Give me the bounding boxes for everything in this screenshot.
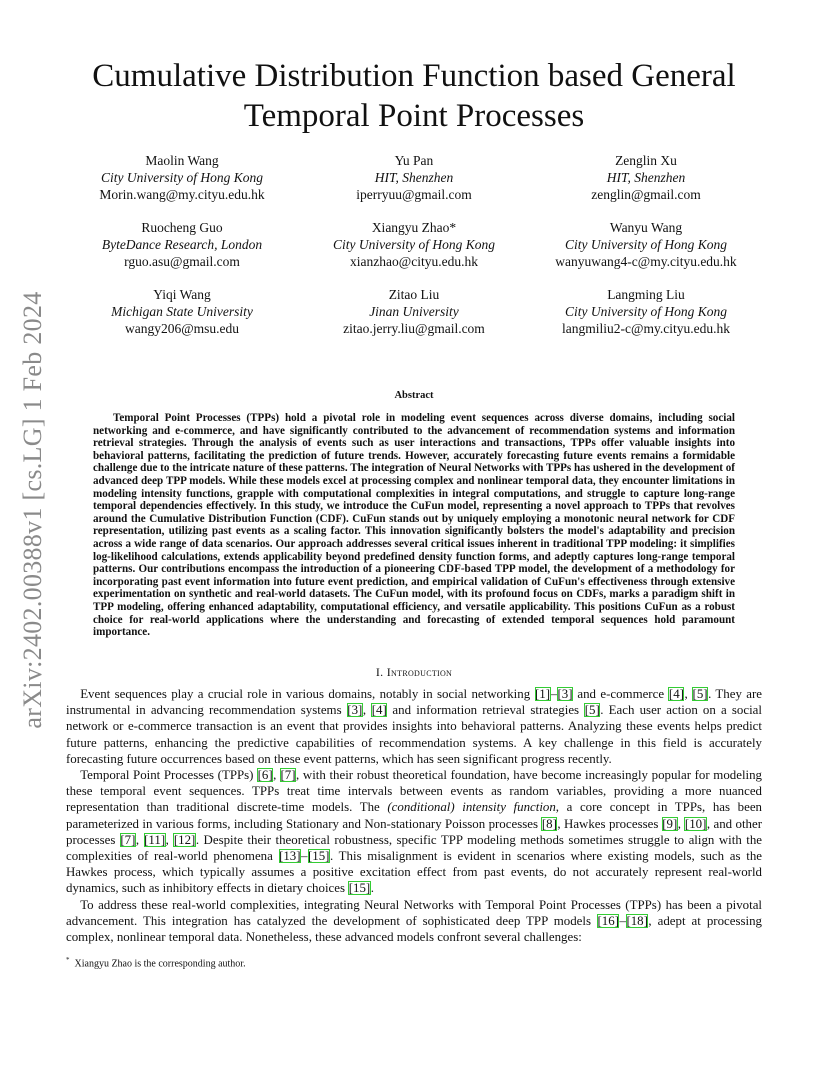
author-email: Morin.wang@my.cityu.edu.hk: [99, 187, 265, 202]
citation-link[interactable]: [13]: [279, 849, 301, 864]
citation-link[interactable]: [7]: [280, 768, 296, 783]
author-email: xianzhao@cityu.edu.hk: [350, 254, 478, 269]
author-entry: [66, 152, 298, 203]
author-row: [66, 286, 762, 337]
section-heading: [66, 665, 762, 680]
author-entry: [530, 219, 762, 270]
author-email: wanyuwang4-c@my.cityu.edu.hk: [555, 254, 737, 269]
author-name: Langming Liu: [607, 287, 685, 302]
author-entry: [298, 219, 530, 270]
author-row: [66, 219, 762, 270]
author-email: langmiliu2-c@my.cityu.edu.hk: [562, 321, 730, 336]
author-entry: [298, 286, 530, 337]
author-name: Ruocheng Guo: [141, 220, 223, 235]
footnote: [66, 956, 762, 969]
citation-link[interactable]: [18]: [626, 913, 648, 928]
author-affiliation: ByteDance Research, London: [101, 237, 263, 252]
author-affiliation: City University of Hong Kong: [565, 237, 727, 252]
author-affiliation: City University of Hong Kong: [101, 170, 263, 185]
citation-link[interactable]: [15]: [348, 881, 371, 896]
citation-link[interactable]: [9]: [662, 816, 678, 831]
citation-link[interactable]: [6]: [257, 768, 273, 783]
emphasized-term: (conditional) intensity function: [387, 800, 556, 815]
citation-link[interactable]: [11]: [144, 832, 166, 847]
citation-link[interactable]: [1]: [535, 687, 551, 701]
author-email: rguo.asu@gmail.com: [124, 254, 240, 269]
author-name: Yu Pan: [394, 153, 434, 168]
author-affiliation: HIT, Shenzhen: [374, 170, 454, 185]
citation-link[interactable]: [16]: [597, 913, 619, 928]
author-entry: [66, 286, 298, 337]
author-name: Zitao Liu: [388, 287, 440, 302]
citation-link[interactable]: [4]: [371, 703, 387, 718]
author-affiliation: HIT, Shenzhen: [606, 170, 686, 185]
author-block: [66, 152, 762, 353]
introduction-body: [66, 686, 762, 945]
paragraph: Event sequences play a crucial role in various domains, notably in social networking [1]–[3] and e-commerce [4], [5]. They are instrumental in advancing recommendation systems [3], [4] and information retrieval strategies [5]. Each user action on a social network or e-commerce transaction is an event that provides insights into behavioral patterns. Analyzing these events helps predict future patterns, enhancing the predictive capabilities of recommendation systems. A key challenge in this field is accurately forecasting future occurrences based on these event patterns, which has seen significant progress recently.: [66, 687, 762, 766]
arxiv-identifier-text: arXiv:2402.00388v1 [cs.LG] 1 Feb 2024: [18, 291, 47, 729]
author-name: Wanyu Wang: [609, 220, 683, 235]
citation-link[interactable]: [5]: [692, 687, 708, 701]
citation-link[interactable]: [10]: [684, 816, 707, 831]
abstract-text: Temporal Point Processes (TPPs) hold a pivotal role in modeling event sequences across diverse domains, including social networking and e-commerce, and have significantly contributed to the advancement of recommendation systems and information retrieval strategies. Through the analysis of events such as user interactions and transactions, TPPs offer valuable insights into behavioral patterns, facilitating the prediction of future trends. However, accurately forecasting future events remains a formidable challenge due to the intricate nature of these patterns. The integration of Neural Networks with TPPs has ushered in the development of advanced deep TPP models. While these models excel at processing complex and nonlinear temporal data, they encounter limitations in modeling intensity functions, grapple with computational complexities in integral computations, and struggle to capture long-range temporal dependencies effectively. In this study, we introduce the CuFun model, representing a novel approach to TPPs that revolves around the Cumulative Distribution Function (CDF). CuFun stands out by uniquely employing a monotonic neural network for CDF representation, utilizing past events as a scaling factor. This innovation significantly bolsters the model's adaptability and precision across a wide range of data scenarios. Our approach addresses several critical issues inherent in traditional TPP modeling: it simplifies log-likelihood calculations, extends applicability beyond predefined density function forms, and adeptly captures long-range temporal patterns. Our contributions encompass the introduction of a pioneering CDF-based TPP model, the development of a methodology for incorporating past event information into future event prediction, and empirical validation of CuFun's effectiveness through extensive experimentation on synthetic and real-world datasets. The CuFun model, with its profound focus on CDFs, marks a paradigm shift in TPP modeling, offering enhanced adaptability, computational efficiency, and versatile applicability. This positions CuFun as a robust choice for real-world applications where the understanding and forecasting of extended temporal sequences hold paramount importance.: [93, 412, 735, 639]
author-email: wangy206@msu.edu: [124, 321, 240, 336]
author-affiliation: Jinan University: [369, 304, 459, 319]
paper-title: Cumulative Distribution Function based General Temporal Point Processes: [92, 58, 736, 134]
citation-link[interactable]: [7]: [120, 832, 136, 847]
author-name: Yiqi Wang: [153, 287, 211, 302]
author-email: zenglin@gmail.com: [591, 187, 701, 202]
author-name: Maolin Wang: [145, 153, 219, 168]
citation-link[interactable]: [4]: [668, 687, 684, 701]
section-title: Introduction: [386, 665, 453, 679]
abstract: [93, 412, 735, 639]
citation-link[interactable]: [3]: [347, 703, 363, 718]
author-email: iperryuu@gmail.com: [356, 187, 472, 202]
citation-link[interactable]: [3]: [557, 687, 573, 701]
author-name: Zenglin Xu: [615, 153, 677, 168]
author-affiliation: City University of Hong Kong: [565, 304, 727, 319]
footnote-mark: *: [66, 956, 70, 964]
author-entry: [66, 219, 298, 270]
author-entry: [298, 152, 530, 203]
author-row: [66, 152, 762, 203]
author-email: zitao.jerry.liu@gmail.com: [343, 321, 485, 336]
citation-link[interactable]: [12]: [173, 832, 196, 847]
author-entry: [530, 286, 762, 337]
abstract-heading: Abstract: [394, 390, 434, 401]
author-entry: [530, 152, 762, 203]
paragraph: Temporal Point Processes (TPPs) [6], [7], with their robust theoretical foundation, have become increasingly popular for modeling these temporal event sequences. TPPs treat time intervals between events as random variables, providing a more nuanced representation than traditional discrete-time models. The (conditional) intensity function, a core concept in TPPs, has been parameterized in various forms, including Stationary and Non-stationary Poisson processes [8], Hawkes processes [9], [10], and other processes [7], [11], [12]. Despite their theoretical robustness, specific TPP modeling methods sometimes struggle to align with the complexities of real-world phenomena [13]–[15]. This misalignment is evident in scenarios where existing models, such as the Hawkes process, which typically assumes a positive excitation effect from past events, do not accurately represent real-world dynamics, such as inhibitory effects in dietary choices [15].: [66, 768, 763, 896]
footnote-text: Xiangyu Zhao is the corresponding author.: [74, 958, 246, 970]
author-affiliation: City University of Hong Kong: [333, 237, 495, 252]
citation-link[interactable]: [8]: [541, 816, 557, 831]
author-affiliation: Michigan State University: [111, 304, 253, 319]
author-name: Xiangyu Zhao*: [371, 220, 457, 235]
section-number: I.: [375, 665, 384, 679]
paragraph: To address these real-world complexities, integrating Neural Networks with Temporal Point Processes (TPPs) has been a pivotal advancement. This integration has catalyzed the development of sophisticated deep TPP models [16]–[18], adept at processing complex, nonlinear temporal data. Nonetheless, these advanced models confront several challenges:: [66, 897, 762, 945]
arxiv-identifier: [18, 291, 48, 729]
citation-link[interactable]: [15]: [308, 849, 330, 864]
citation-link[interactable]: [5]: [584, 703, 600, 718]
